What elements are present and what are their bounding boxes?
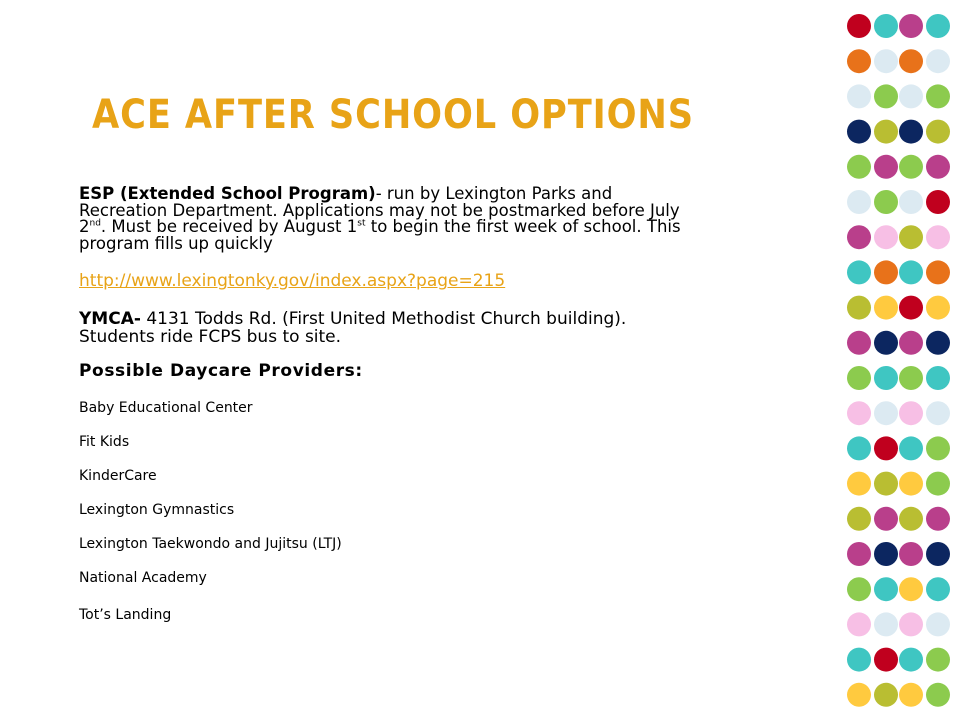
provider-item: Lexington Gymnastics xyxy=(79,502,235,518)
decorative-dot xyxy=(874,225,898,249)
decorative-dot xyxy=(847,612,871,636)
decorative-dot xyxy=(899,296,923,320)
lexington-link[interactable]: http://www.lexingtonky.gov/index.aspx?page=215 xyxy=(79,271,506,291)
esp-text-1: - run by Lexington Parks and Recreation Department. Applications may not be postmarked before July 2 xyxy=(79,184,680,236)
decorative-dot xyxy=(899,331,923,355)
decorative-dot xyxy=(899,542,923,566)
decorative-dot xyxy=(847,14,871,38)
decorative-dot xyxy=(899,507,923,531)
decorative-dot xyxy=(899,648,923,672)
decorative-dot xyxy=(899,190,923,214)
decorative-dot xyxy=(874,296,898,320)
decorative-dot xyxy=(899,49,923,73)
decorative-dot xyxy=(926,472,950,496)
decorative-dot xyxy=(899,225,923,249)
decorative-dot xyxy=(874,120,898,144)
decorative-dot xyxy=(926,577,950,601)
decorative-dot xyxy=(899,260,923,284)
decorative-dot xyxy=(847,84,871,108)
decorative-dot xyxy=(874,366,898,390)
decorative-dot xyxy=(899,472,923,496)
esp-text-2: . Must be received by August 1 xyxy=(100,217,358,236)
decorative-dot xyxy=(874,683,898,707)
decorative-dot xyxy=(926,225,950,249)
decorative-dot xyxy=(874,401,898,425)
decorative-dot xyxy=(847,472,871,496)
decorative-dot xyxy=(926,49,950,73)
decorative-dot xyxy=(899,366,923,390)
decorative-dot xyxy=(926,542,950,566)
provider-item: Fit Kids xyxy=(79,434,130,450)
decorative-dot xyxy=(899,84,923,108)
esp-sup-1: nd xyxy=(89,218,101,229)
decorative-dot xyxy=(926,296,950,320)
decorative-dot xyxy=(847,155,871,179)
decorative-dot xyxy=(926,366,950,390)
decorative-dot xyxy=(926,331,950,355)
ymca-name: YMCA- xyxy=(79,309,141,329)
decorative-dot xyxy=(874,472,898,496)
decorative-dot xyxy=(926,401,950,425)
decorative-dot xyxy=(926,155,950,179)
decorative-dot xyxy=(874,577,898,601)
decorative-dot xyxy=(847,366,871,390)
decorative-dot xyxy=(847,331,871,355)
decorative-dot xyxy=(847,120,871,144)
daycare-heading: Possible Daycare Providers: xyxy=(79,361,363,381)
decorative-dot xyxy=(926,648,950,672)
decorative-dot xyxy=(899,436,923,460)
decorative-dot xyxy=(874,260,898,284)
decorative-dot xyxy=(847,225,871,249)
decorative-dot xyxy=(847,683,871,707)
decorative-dot xyxy=(874,612,898,636)
decorative-dot xyxy=(874,49,898,73)
decorative-dot xyxy=(847,577,871,601)
esp-text-3: to begin the first week of school. This program fills up quickly xyxy=(79,217,681,253)
decorative-dot xyxy=(847,190,871,214)
decorative-dot xyxy=(874,84,898,108)
decorative-dot xyxy=(899,401,923,425)
decorative-dot xyxy=(874,190,898,214)
decorative-dot xyxy=(874,14,898,38)
decorative-dot xyxy=(926,120,950,144)
decorative-dot xyxy=(926,436,950,460)
decorative-dot xyxy=(899,14,923,38)
decorative-dot xyxy=(847,401,871,425)
decorative-dot xyxy=(847,436,871,460)
decorative-dot xyxy=(899,155,923,179)
provider-item: KinderCare xyxy=(79,468,157,484)
decorative-dot xyxy=(926,612,950,636)
decorative-dot xyxy=(874,331,898,355)
decorative-dot xyxy=(847,260,871,284)
decorative-dot xyxy=(899,577,923,601)
decorative-dot xyxy=(874,542,898,566)
decorative-dot xyxy=(874,648,898,672)
decorative-dot xyxy=(926,14,950,38)
decorative-dot xyxy=(874,507,898,531)
decorative-dot xyxy=(926,683,950,707)
slide-title: ACE AFTER SCHOOL OPTIONS xyxy=(92,92,694,138)
ymca-text: 4131 Todds Rd. (First United Methodist Church building). Students ride FCPS bus to site. xyxy=(79,309,627,347)
decorative-dot xyxy=(899,683,923,707)
esp-sup-2: st xyxy=(357,218,366,229)
decorative-dot xyxy=(926,84,950,108)
decorative-dot xyxy=(926,507,950,531)
decorative-dot xyxy=(847,49,871,73)
decorative-dot xyxy=(874,436,898,460)
provider-item: Lexington Taekwondo and Jujitsu (LTJ) xyxy=(79,536,342,552)
provider-item: Tot’s Landing xyxy=(79,607,172,623)
decorative-dot xyxy=(926,190,950,214)
decorative-dot xyxy=(847,507,871,531)
decorative-dot xyxy=(899,120,923,144)
provider-item: Baby Educational Center xyxy=(79,400,253,416)
esp-name: ESP (Extended School Program) xyxy=(79,184,376,203)
provider-item: National Academy xyxy=(79,570,207,586)
decorative-dot xyxy=(847,542,871,566)
decorative-dot xyxy=(926,260,950,284)
decorative-dot xyxy=(847,648,871,672)
decorative-dot xyxy=(847,296,871,320)
decorative-dot xyxy=(874,155,898,179)
decorative-dot xyxy=(899,612,923,636)
